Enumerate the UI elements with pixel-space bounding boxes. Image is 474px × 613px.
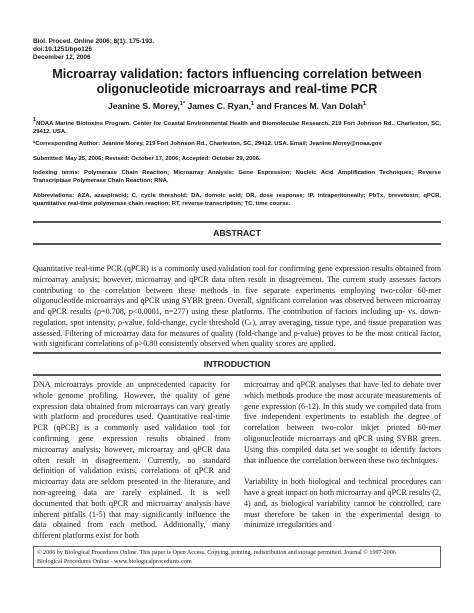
dates-line — [33, 156, 441, 164]
abbreviations — [33, 193, 441, 209]
author-1: Jeanine S. Morey, — [107, 101, 180, 111]
introduction-heading: INTRODUCTION — [33, 352, 441, 376]
author-3: and Frances M. Van Dolah — [254, 101, 363, 111]
abstract-body: Quantitative real-time PCR (qPCR) is a commonly used validation tool for confirming gene expression results obtained from microarray analysis; however, microarray and qPCR data often result in disagreement. The current study assesses factors contributing to the correlation between these methods in five separate experiments employing two-color 60-mer oligonucleotide microarrays and qPCR using SYBR green. Overall, significant correlation was observed between microarray and qPCR results (ρ=0.708, p<0.0001, n=277) using these platforms. The contribution of factors including up- vs. down-regulation, spot intensity, ρ-value, fold-change, cycle threshold (Cₜ), array averaging, tissue type, and tissue preparation was assessed. Filtering of microarray data for measures of quality (fold-change and ρ-value) proves to be the most critical factor, with significant correlations of ρ>0.80 consistently observed when quality scores are applied. — [33, 264, 441, 349]
copyright-line-2: Biological Procedures Online - www.biologicalprocedures.com — [37, 558, 192, 565]
author-2: James C. Ryan, — [185, 101, 252, 111]
intro-paragraph-2: microarray and qPCR analyses that have led to debate over which methods produce the most accurate measurements of gene expression (6-12). In this study we compiled data from five independent experiments to establish the degree of correlation between two-color inkjet printed 60-mer oligonucleotide microarrays and qPCR using SYBR green. Using this compiled data set we sought to identify factors that influence the correlation between these two techniques. — [244, 380, 441, 465]
abbreviations-text: Abbreviations: AZA, azaspiracid; C, cycle threshold; DA, domoic acid; DR, dose response; IP, intraperitoneally; PbTx, brevetoxin; qPCR, quantitative real-time polymerase chain reaction; RT, reverse transcription; TC, time course. — [33, 193, 441, 207]
intro-column-right — [244, 380, 441, 531]
correspondence — [33, 141, 441, 149]
copyright-line-1: © 2006 by Biological Procedures Online. This paper is Open Access. Copying, printing, redistribution and storage permitted. Journal © 1997-2006 — [37, 550, 396, 556]
citation-journal: Biol. Proced. Online 2006; 8(1): 175-193. — [33, 38, 155, 45]
affiliation-marker: 1 — [33, 117, 37, 123]
intro-column-left — [33, 380, 230, 542]
affiliation — [33, 117, 441, 137]
indexing-terms — [33, 170, 441, 186]
paper-title — [0, 67, 474, 97]
indexing-text: Indexing terms: Polymerase Chain Reaction; Microarray Analysis; Gene Expression; Nucleic Acid Amplification Techniques; Reverse Transcriptase Polymerase Chain Reaction; RNA. — [33, 170, 441, 184]
author-2-marker: 1 — [251, 101, 255, 107]
paper-title-line-2: oligonucleotide microarrays and real-time PCR — [96, 82, 378, 96]
author-3-marker: 1 — [362, 101, 367, 107]
paper-title-line-1: Microarray validation: factors influencing correlation between — [52, 67, 422, 81]
correspondence-text: *Corresponding Author: Jeanine Morey, 219 Fort Johnson Rd., Charleston, SC, 29412. USA. Email: Jeanine.Morey@noaa.gov — [33, 141, 382, 147]
author-list — [0, 101, 474, 111]
citation-date: December 12, 2006 — [33, 54, 91, 62]
copyright-footer — [33, 546, 441, 568]
citation-doi: doi:10.1251/bpo126 — [33, 46, 92, 54]
citation-block — [33, 38, 154, 62]
affiliation-text: NOAA Marine Biotoxins Program, Center for Coastal Environmental Health and Biomolecular Research. 219 Fort Johnson Rd., Charleston, SC, 29412. USA. — [33, 121, 441, 135]
dates-text: Submitted: May 25, 2006; Revised: October 17, 2006; Accepted: October 29, 2006. — [33, 156, 261, 162]
abstract-heading: ABSTRACT — [33, 221, 441, 245]
intro-paragraph-3: Variability in both biological and technical procedures can have a great impact on both microarray and qPCR results (2, 4) and, as biological variability cannot be controlled, care must therefore be taken in the experimental design to minimize irregularities and — [244, 477, 441, 530]
author-1-marker: 1* — [179, 101, 186, 107]
intro-paragraph-1: DNA microarrays provide an unprecedented capacity for whole genome profiling. However, the quality of gene expression data obtained from microarrays can vary greatly with platform and procedures used. Quantitative real-time PCR (qPCR) is a commonly used validation tool for confirming gene expression results obtained from microarray analysis; however, microarray and qPCR data often result in disagreement. Currently, no standard definition of validation exists, correlations of qPCR and microarray data are seldom presented in the literature, and non-agreeing data are rarely explained. It is well documented that both qPCR and microarray analysis have inherent pitfalls (1-5) that may significantly influence the data obtained from each method. Additionally, many different platforms exist for both — [33, 380, 230, 541]
